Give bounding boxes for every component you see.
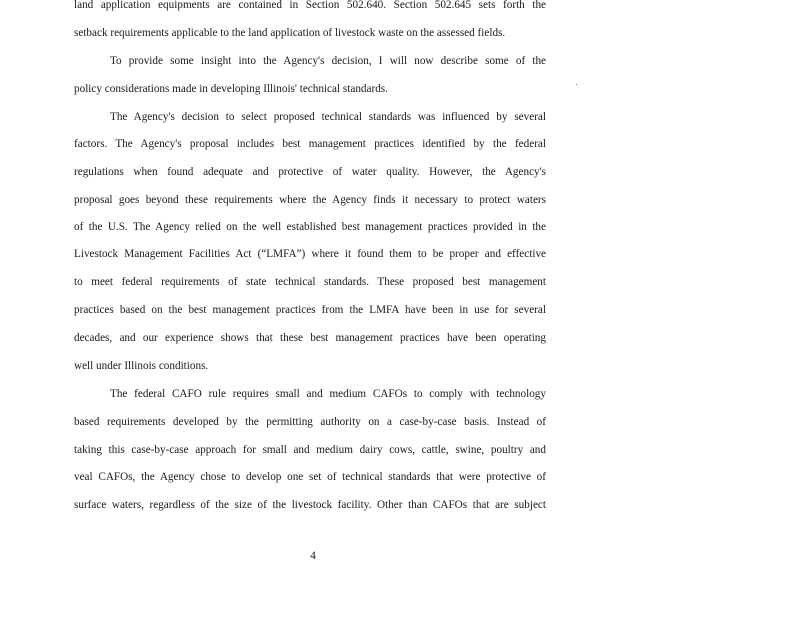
text-line: The Agency's decision to select proposed technical standards was influenced by several: [110, 111, 546, 123]
text-line: surface waters, regardless of the size of the livestock facility. Other than CAFOs that are subject: [74, 499, 546, 511]
text-line: setback requirements applicable to the land application of livestock waste on the assessed fields.: [74, 27, 506, 39]
text-line: policy considerations made in developing Illinois' technical standards.: [74, 83, 388, 95]
page-number: 4: [310, 550, 316, 562]
text-line: well under Illinois conditions.: [74, 360, 209, 372]
scan-speck: [576, 84, 577, 85]
text-line: Livestock Management Facilities Act (“LMFA”) where it found them to be proper and effective: [74, 248, 546, 260]
text-line: factors. The Agency's proposal includes best management practices identified by the federal: [74, 138, 546, 150]
text-line: taking this case-by-case approach for small and medium dairy cows, cattle, swine, poultry and: [74, 444, 546, 456]
text-line: practices based on the best management practices from the LMFA have been in use for several: [74, 304, 546, 316]
text-line: based requirements developed by the permitting authority on a case-by-case basis. Instead of: [74, 416, 546, 428]
text-line: The federal CAFO rule requires small and medium CAFOs to comply with technology: [110, 388, 546, 400]
text-line: To provide some insight into the Agency's decision, I will now describe some of the: [110, 55, 546, 67]
text-line: regulations when found adequate and protective of water quality. However, the Agency's: [74, 166, 546, 178]
text-line: to meet federal requirements of state technical standards. These proposed best management: [74, 276, 546, 288]
text-line: of the U.S. The Agency relied on the well established best management practices provided in the: [74, 221, 546, 233]
text-line: proposal goes beyond these requirements where the Agency finds it necessary to protect waters: [74, 194, 546, 206]
text-line: land application equipments are contained in Section 502.640. Section 502.645 sets forth the: [74, 0, 546, 11]
text-line: veal CAFOs, the Agency chose to develop one set of technical standards that were protective of: [74, 471, 546, 483]
text-line: decades, and our experience shows that these best management practices have been operating: [74, 332, 546, 344]
